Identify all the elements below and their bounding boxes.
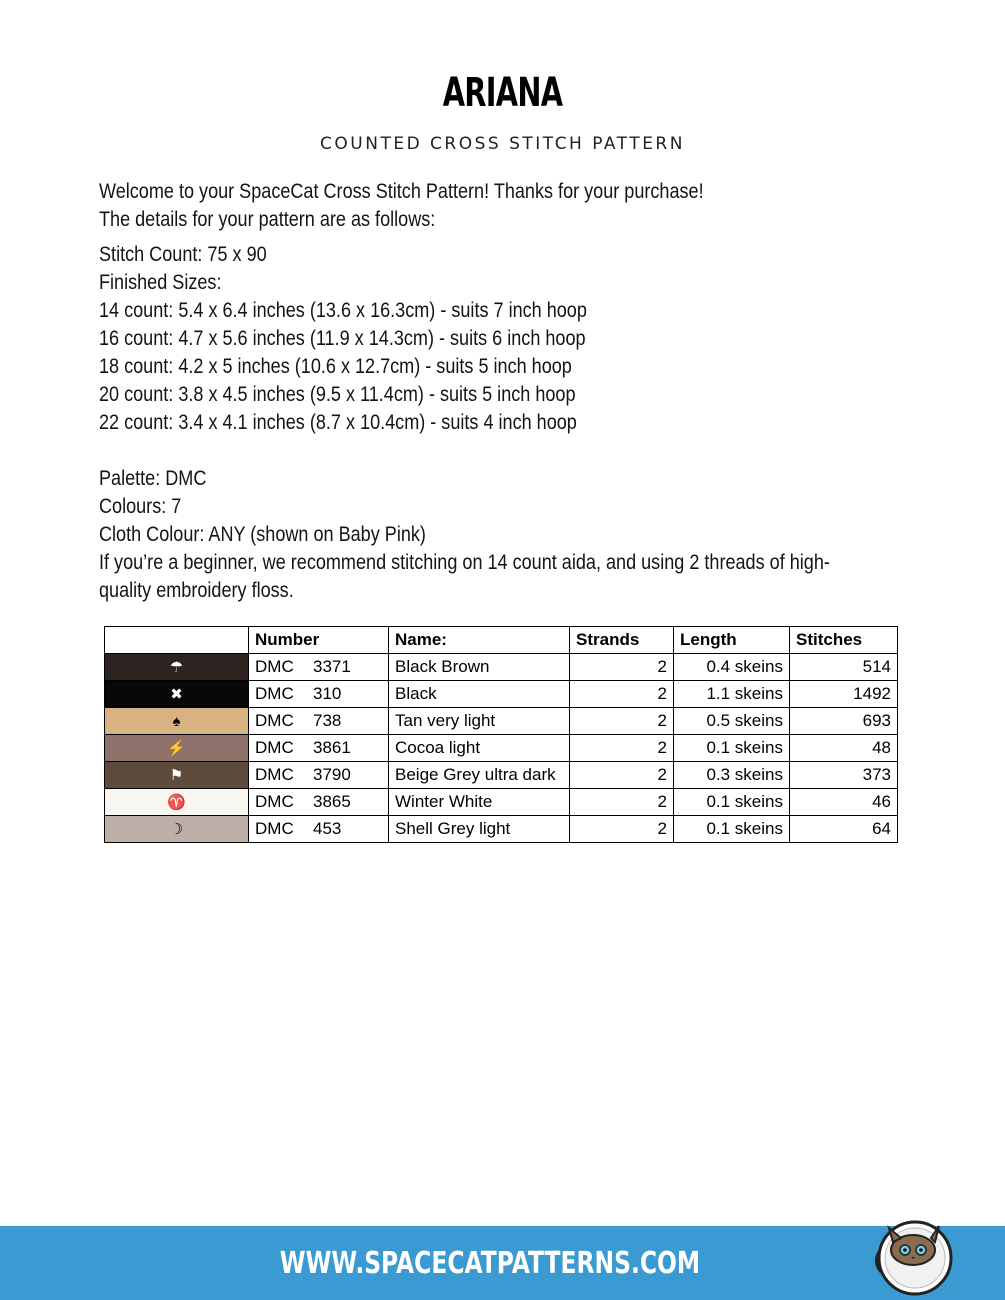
stitch-symbol-icon: ☽ [169, 821, 184, 838]
pattern-subtitle: COUNTED CROSS STITCH PATTERN [320, 134, 685, 154]
header-name: Name: [389, 627, 570, 654]
floss-code: 3861 [313, 738, 351, 757]
floss-name: Shell Grey light [389, 816, 570, 843]
welcome-line: Welcome to your SpaceCat Cross Stitch Pattern! Thanks for your purchase! [99, 180, 704, 203]
stitch-count: Stitch Count: 75 x 90 [99, 243, 267, 266]
length-skeins: 0.4 skeins [674, 654, 790, 681]
length-skeins: 0.1 skeins [674, 816, 790, 843]
color-swatch [105, 735, 249, 762]
header-length: Length [674, 627, 790, 654]
palette-details [99, 465, 919, 605]
floss-legend-table [104, 626, 898, 843]
color-swatch [105, 789, 249, 816]
floss-brand: DMC [255, 819, 294, 838]
floss-name: Tan very light [389, 708, 570, 735]
cloth-colour-line: Cloth Colour: ANY (shown on Baby Pink) [99, 523, 426, 546]
floss-code: 453 [313, 819, 342, 838]
size-line: 18 count: 4.2 x 5 inches (10.6 x 12.7cm) - suits 5 inch hoop [99, 355, 572, 378]
floss-name: Beige Grey ultra dark [389, 762, 570, 789]
color-swatch [105, 654, 249, 681]
header-strands: Strands [570, 627, 674, 654]
strands-count: 2 [570, 762, 674, 789]
strands-count: 2 [570, 735, 674, 762]
floss-number [249, 681, 389, 708]
footer-url[interactable]: WWW.SPACECATPATTERNS.COM [279, 1246, 701, 1281]
floss-brand: DMC [255, 657, 294, 676]
footer-bar [0, 1226, 1005, 1300]
beginner-note-text: If you’re a beginner, we recommend stitching on 14 count aida, and using 2 threads of high-quality embroidery floss. [99, 551, 830, 602]
stitch-symbol-icon: ✖ [170, 686, 183, 703]
floss-name: Cocoa light [389, 735, 570, 762]
pattern-details [99, 241, 919, 437]
legend-row [105, 708, 898, 735]
floss-brand: DMC [255, 711, 294, 730]
strands-count: 2 [570, 654, 674, 681]
color-swatch [105, 681, 249, 708]
floss-brand: DMC [255, 765, 294, 784]
header-stitches: Stitches [790, 627, 898, 654]
floss-name: Black [389, 681, 570, 708]
size-line: 16 count: 4.7 x 5.6 inches (11.9 x 14.3cm) - suits 6 inch hoop [99, 327, 586, 350]
floss-code: 3371 [313, 657, 351, 676]
legend-row [105, 681, 898, 708]
legend-row [105, 654, 898, 681]
stitch-symbol-icon: ☂ [169, 659, 184, 676]
floss-number [249, 789, 389, 816]
stitches-count: 46 [790, 789, 898, 816]
floss-number [249, 708, 389, 735]
floss-code: 310 [313, 684, 342, 703]
floss-brand: DMC [255, 738, 294, 757]
color-swatch [105, 762, 249, 789]
size-line: 14 count: 5.4 x 6.4 inches (13.6 x 16.3cm) - suits 7 inch hoop [99, 299, 587, 322]
header-swatch [105, 627, 249, 654]
stitches-count: 514 [790, 654, 898, 681]
beginner-note [99, 549, 919, 605]
legend-row [105, 762, 898, 789]
floss-number [249, 654, 389, 681]
floss-code: 738 [313, 711, 342, 730]
header-number: Number [249, 627, 389, 654]
floss-number [249, 762, 389, 789]
intro-text [99, 178, 919, 234]
length-skeins: 0.1 skeins [674, 735, 790, 762]
floss-name: Winter White [389, 789, 570, 816]
length-skeins: 1.1 skeins [674, 681, 790, 708]
size-line: 20 count: 3.8 x 4.5 inches (9.5 x 11.4cm) - suits 5 inch hoop [99, 383, 576, 406]
spacecat-logo-icon [865, 1212, 961, 1298]
stitches-count: 1492 [790, 681, 898, 708]
length-skeins: 0.3 skeins [674, 762, 790, 789]
floss-brand: DMC [255, 792, 294, 811]
stitch-symbol-icon: ⚡ [167, 740, 186, 757]
legend-body [105, 654, 898, 843]
legend-row [105, 816, 898, 843]
stitch-symbol-icon: ♠ [172, 712, 181, 730]
legend-row [105, 735, 898, 762]
strands-count: 2 [570, 681, 674, 708]
strands-count: 2 [570, 816, 674, 843]
floss-brand: DMC [255, 684, 294, 703]
legend-header-row [105, 627, 898, 654]
stitches-count: 48 [790, 735, 898, 762]
stitches-count: 373 [790, 762, 898, 789]
palette-line: Palette: DMC [99, 467, 207, 490]
floss-code: 3790 [313, 765, 351, 784]
legend-row [105, 789, 898, 816]
stitch-symbol-icon: ♈ [167, 794, 186, 811]
floss-number [249, 816, 389, 843]
size-line: 22 count: 3.4 x 4.1 inches (8.7 x 10.4cm) - suits 4 inch hoop [99, 411, 577, 434]
floss-code: 3865 [313, 792, 351, 811]
pattern-title: ARIANA [442, 70, 563, 116]
stitches-count: 693 [790, 708, 898, 735]
floss-number [249, 735, 389, 762]
details-intro-line: The details for your pattern are as follows: [99, 208, 436, 231]
length-skeins: 0.5 skeins [674, 708, 790, 735]
strands-count: 2 [570, 789, 674, 816]
color-swatch [105, 816, 249, 843]
strands-count: 2 [570, 708, 674, 735]
finished-sizes-label: Finished Sizes: [99, 271, 222, 294]
length-skeins: 0.1 skeins [674, 789, 790, 816]
stitch-symbol-icon: ⚑ [169, 767, 184, 784]
floss-name: Black Brown [389, 654, 570, 681]
stitches-count: 64 [790, 816, 898, 843]
colours-line: Colours: 7 [99, 495, 182, 518]
color-swatch [105, 708, 249, 735]
